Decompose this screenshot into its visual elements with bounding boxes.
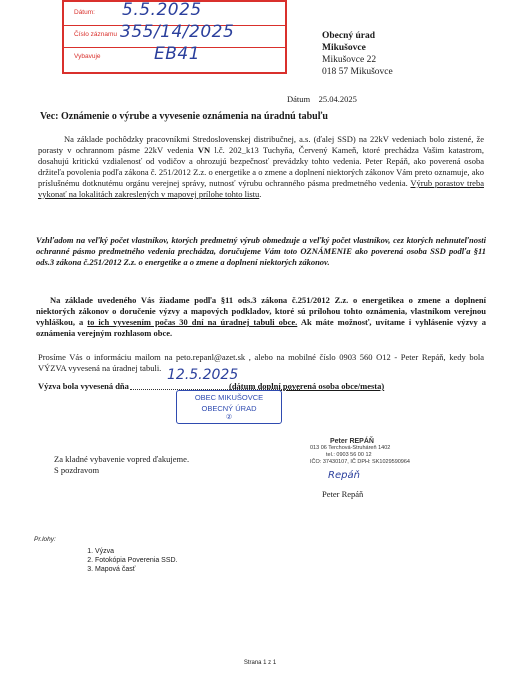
closing-block: Za kladné vybavenie vopred ďakujeme. S pozdravom xyxy=(54,454,190,475)
posted-date-note: (dátum doplní poverená osoba obce/mesta) xyxy=(229,381,385,391)
company-seal: Peter REPÁŇ 013 06 Terchová-Struháreň 1402 tel.: 0903 56 00 12 IČO: 37430107, IČ DPH: SK1029590964 xyxy=(310,438,410,465)
attachment-item: 1. Výzva xyxy=(95,547,178,556)
stamp-row-date: Dátum: 5.5.2025 xyxy=(64,4,285,26)
page-footer: Strana 1 z 1 xyxy=(243,660,277,666)
paragraph-2: Vzhľadom na veľký počet vlastníkov, ktorých predmetný výrub obmedzuje a veľký počet vlastníkov, cez ktorých nehnuteľnosti ochranné pásmo predmetného vedenia prechádza, doručujeme Vám toto OZNÁMENIE ako poverená osoba SSD podľa §11 ods.3 zákona č.251/2012 Z.z. o energetike a o zmene a doplnení niektorých zákonov. xyxy=(36,235,486,267)
paragraph-3: Na základe uvedeného Vás žiadame podľa §11 ods.3 zákona č.251/2012 Z.z. o energetikea o zmene a doplnení niektorých zákonov o doručenie výzvy a mapových podkladov, ktoré sú prílohou tohto oznámenia, vlastníkom verejnou vyhláškou, a to ich vyvesením počas 30 dní na úradnej tabuli obce. Ak máte možnosť, uvítame i vyhlásenie výzvy a oznámenia verejným rozhlasom obce. xyxy=(36,295,486,338)
posted-date-handwritten: 12.5.2025 xyxy=(167,367,239,383)
signatory-name: Peter Repáň xyxy=(322,489,364,499)
attachment-item: 2. Fotokópia Poverenia SSD. xyxy=(95,556,178,565)
paragraph-1: Na základe pochôdzky pracovníkmi Stredoslovenskej distribučnej, a.s. (ďalej SSD) na 22kV vedeniach bolo zistené, že porasty v ochrannom pásme 22kV vedenia VN l.č. 202_k13 Tuchyňa, Červený Kameň, ktoré prechádza Vašim katastrom, dosahujú kritickú vzdialenosť od vodičov a ohrozujú bezpečnosť prevádzky tohto vedenia. Peter Repáň, ako poverená osoba držiteľa povolenia podľa zákona č. 251/2012 Z.z. o energetike a o zmene a doplnení niektorých zákonov Vám preto oznamuje, ako príslušnému dotknutému orgánu verejnej správy, nutnosť výrubu ochranného pásma predmetného vedenia. Výrub porastov treba vykonať na lokalitách zakreslených v mapovej prílohe tohto listu. xyxy=(38,134,484,199)
posted-label: Výzva bola vyvesená dňa xyxy=(38,381,129,391)
stamp-date-handwritten: 5.5.2025 xyxy=(122,0,202,20)
stamp-row-handler: Vybavuje EB41 xyxy=(74,44,201,64)
attachment-item: 3. Mapová časť xyxy=(95,565,178,574)
stamp-row-number: Číslo záznamu 355/14/2025 xyxy=(64,26,285,48)
paragraph-4: Prosíme Vás o informáciu mailom na peto.repanl@azet.sk , alebo na mobilné číslo 0903 560 O12 - Peter Repáň, kedy bola VÝZVA vyvesená na úradnej tabuli. xyxy=(38,352,484,373)
registry-stamp xyxy=(62,0,287,74)
attachments-label: Pr.lohy: xyxy=(34,536,56,543)
municipal-stamp: OBEC MIKUŠOVCE OBECNÝ ÚRAD ② xyxy=(176,390,282,424)
addressee-block: Obecný úrad Mikušovce Mikušovce 22 018 57 Mikušovce xyxy=(322,31,393,77)
stamp-handler-handwritten: EB41 xyxy=(154,44,201,64)
attachments-list xyxy=(75,547,178,574)
letter-date: Dátum 25.04.2025 xyxy=(287,94,357,104)
stamp-number-handwritten: 355/14/2025 xyxy=(120,22,235,42)
subject-line: Vec: Oznámenie o výrube a vyvesenie oznámenia na úradnú tabuľu xyxy=(40,111,328,122)
handwritten-signature: Repáň xyxy=(328,470,360,481)
